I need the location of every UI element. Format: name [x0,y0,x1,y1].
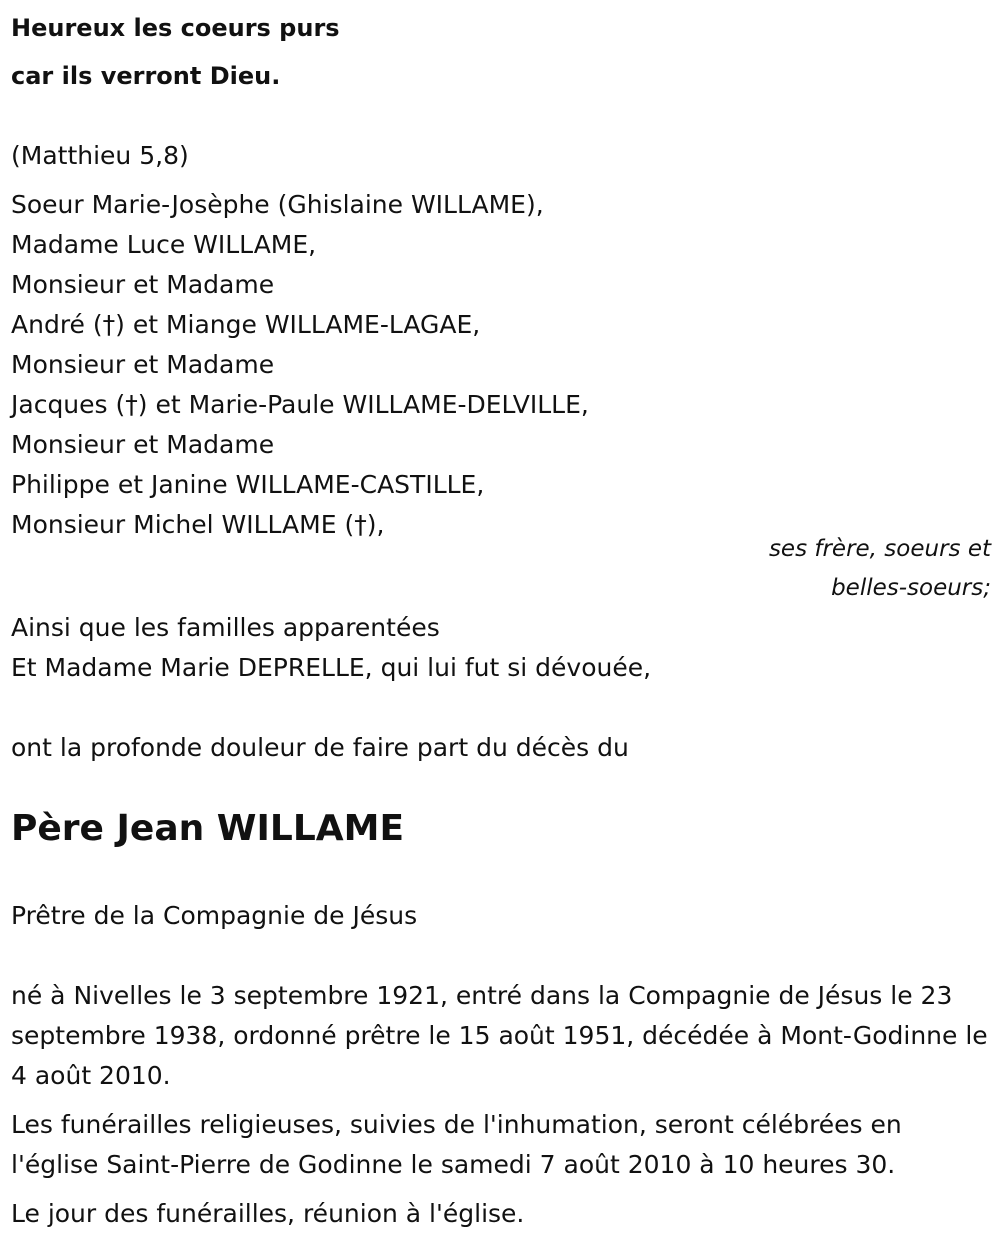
family-relation [769,530,991,608]
also-list [11,608,651,688]
family-member: Madame Luce WILLAME, [11,230,317,259]
relation-line-2: belles-soeurs; [831,575,991,601]
family-member: André (†) et Miange WILLAME-LAGAE, [11,310,481,339]
deceased-name: Père Jean WILLAME [11,808,405,849]
family-member: Jacques (†) et Marie-Paule WILLAME-DELVILLE, [11,390,589,419]
also-line: Ainsi que les familles apparentées [11,613,440,642]
family-member: Monsieur et Madame [11,270,275,299]
family-member: Soeur Marie-Josèphe (Ghislaine WILLAME), [11,190,544,219]
family-list [11,185,589,545]
quote-reference: (Matthieu 5,8) [11,141,189,170]
also-line: Et Madame Marie DEPRELLE, qui lui fut si dévouée, [11,653,652,682]
quote-line-1: Heureux les coeurs purs [11,14,340,42]
deceased-role: Prêtre de la Compagnie de Jésus [11,901,418,930]
funeral-gathering: Le jour des funérailles, réunion à l'église. [11,1199,525,1228]
announcement: ont la profonde douleur de faire part du décès du [11,733,629,762]
funeral-details: Les funérailles religieuses, suivies de l'inhumation, seront célébrées en l'église Saint-Pierre de Godinne le samedi 7 août 2010 à 10 heures 30. [11,1110,902,1179]
quote-line-2: car ils verront Dieu. [11,62,281,90]
family-member: Monsieur et Madame [11,350,275,379]
family-member: Monsieur Michel WILLAME (†), [11,510,385,539]
family-member: Monsieur et Madame [11,430,275,459]
family-member: Philippe et Janine WILLAME-CASTILLE, [11,470,485,499]
relation-line-1: ses frère, soeurs et [768,536,991,562]
deceased-biography: né à Nivelles le 3 septembre 1921, entré dans la Compagnie de Jésus le 23 septembre 1938, ordonné prêtre le 15 août 1951, décédée à Mont-Godinne le 4 août 2010. [11,981,988,1090]
